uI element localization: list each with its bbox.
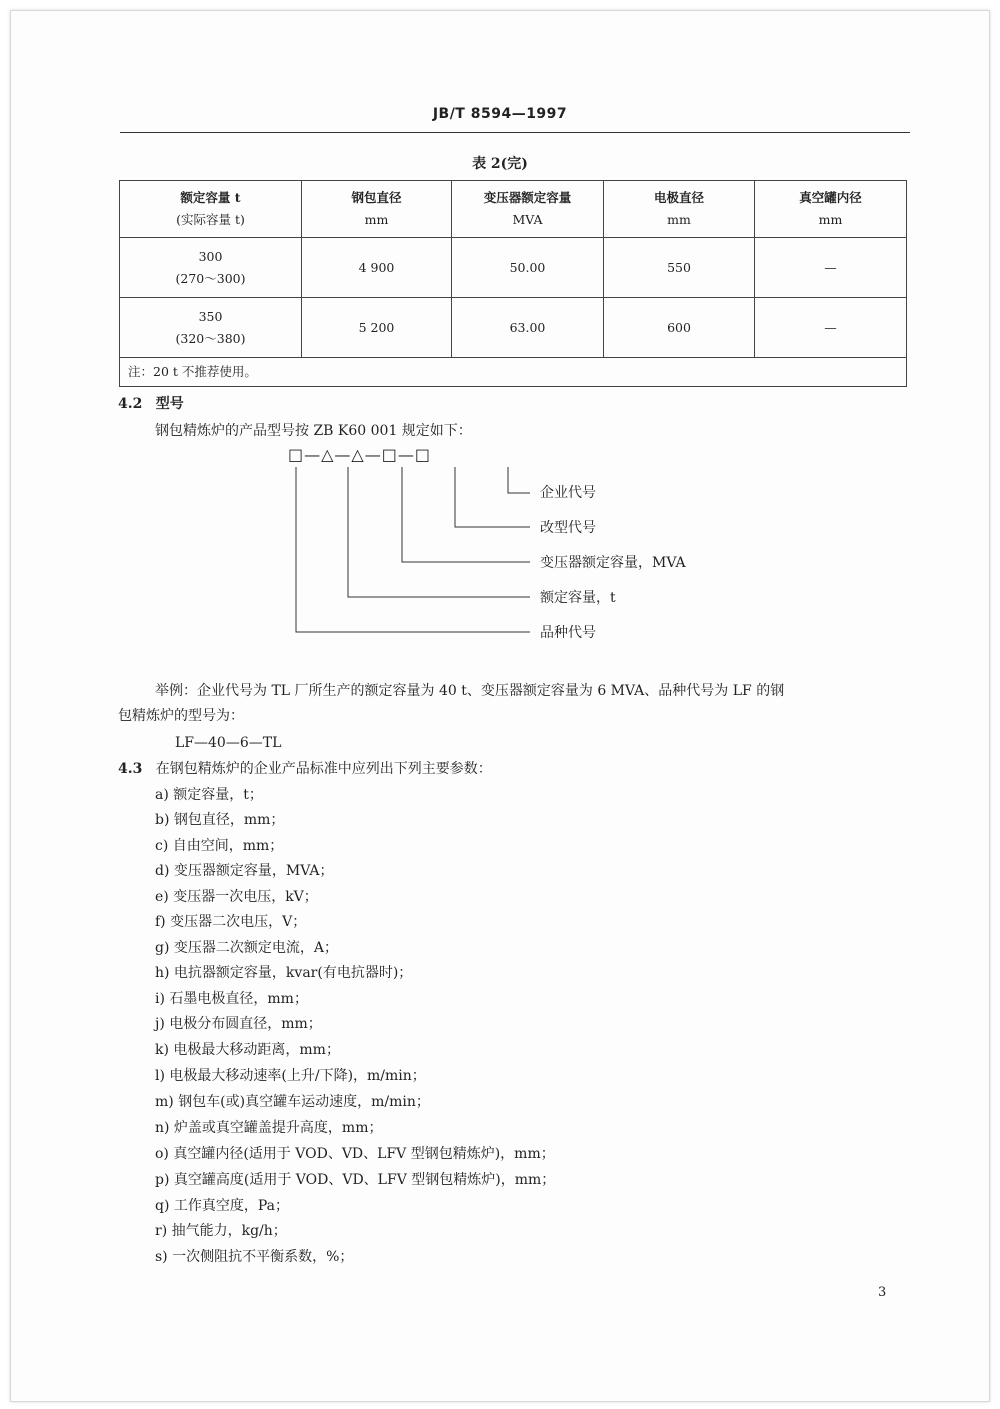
param-item: m) 钢包车(或)真空罐车运动速度，m/min；: [155, 1094, 430, 1110]
header-cell: 变压器额定容量 MVA: [452, 181, 604, 238]
header-cell: 电极直径 mm: [604, 181, 755, 238]
header-cell: 额定容量 t (实际容量 t): [120, 181, 302, 238]
code-label-capacity: 额定容量，t: [540, 590, 616, 606]
param-item: e) 变压器一次电压，kV；: [155, 889, 318, 905]
table-cell: —: [755, 298, 907, 358]
example-line-1: 举例：企业代号为 TL 厂所生产的额定容量为 40 t、变压器额定容量为 6 MVA、品种代号为 LF 的钢: [155, 683, 785, 699]
code-label-variety: 品种代号: [540, 625, 596, 641]
model-code-diagram: [280, 445, 760, 645]
table-row: [120, 238, 907, 298]
param-item: k) 电极最大移动距离，mm；: [155, 1042, 340, 1058]
section-4-2-intro: 钢包精炼炉的产品型号按 ZB K60 001 规定如下：: [155, 423, 472, 439]
param-item: f) 变压器二次电压，V；: [155, 914, 307, 930]
param-item: r) 抽气能力，kg/h；: [155, 1223, 287, 1239]
code-label-revision: 改型代号: [540, 520, 596, 536]
section-4-3-heading: 4.3 在钢包精炼炉的企业产品标准中应列出下列主要参数：: [118, 761, 492, 777]
spec-table: [119, 180, 907, 387]
table-note: 注：20 t 不推荐使用。: [120, 358, 907, 387]
param-item: d) 变压器额定容量，MVA；: [155, 863, 334, 879]
param-item: a) 额定容量，t；: [155, 787, 263, 803]
table-cell: 300 (270～300): [120, 238, 302, 298]
table-row: [120, 298, 907, 358]
param-item: l) 电极最大移动速率(上升/下降)，m/min；: [155, 1068, 426, 1084]
code-pattern: □—△—△—□—□: [288, 445, 431, 464]
code-label-transformer: 变压器额定容量，MVA: [540, 555, 686, 571]
table-cell: 5 200: [302, 298, 452, 358]
table-cell: 63.00: [452, 298, 604, 358]
document-header: JB/T 8594—1997: [432, 106, 568, 122]
table-cell: 4 900: [302, 238, 452, 298]
param-item: n) 炉盖或真空罐盖提升高度，mm；: [155, 1120, 383, 1136]
param-item: b) 钢包直径，mm；: [155, 812, 285, 828]
table-caption: 表 2(完): [472, 156, 528, 172]
page-number: 3: [878, 1285, 887, 1300]
code-connector-lines: [280, 445, 760, 645]
param-item: c) 自由空间，mm；: [155, 838, 284, 854]
table-cell: 600: [604, 298, 755, 358]
example-code: LF—40—6—TL: [175, 735, 282, 751]
section-4-2-heading: 4.2 型号: [118, 396, 184, 412]
param-item: j) 电极分布圆直径，mm；: [155, 1016, 322, 1032]
header-cell: 真空罐内径 mm: [755, 181, 907, 238]
param-item: g) 变压器二次额定电流，A；: [155, 940, 338, 956]
param-item: h) 电抗器额定容量，kvar(有电抗器时)；: [155, 965, 413, 981]
param-item: q) 工作真空度，Pa；: [155, 1198, 290, 1214]
header-rule: [120, 132, 910, 133]
param-item: i) 石墨电极直径，mm；: [155, 991, 308, 1007]
table-cell: 350 (320～380): [120, 298, 302, 358]
code-label-enterprise: 企业代号: [540, 485, 596, 501]
table-cell: 550: [604, 238, 755, 298]
header-cell: 钢包直径 mm: [302, 181, 452, 238]
param-item: s) 一次侧阻抗不平衡系数，%；: [155, 1249, 354, 1265]
table-cell: —: [755, 238, 907, 298]
param-item: p) 真空罐高度(适用于 VOD、VD、LFV 型钢包精炼炉)，mm；: [155, 1172, 556, 1188]
table-note-row: [120, 358, 907, 387]
table-cell: 50.00: [452, 238, 604, 298]
param-item: o) 真空罐内径(适用于 VOD、VD、LFV 型钢包精炼炉)，mm；: [155, 1146, 555, 1162]
table-header-row: [120, 181, 907, 238]
example-line-2: 包精炼炉的型号为：: [118, 708, 244, 724]
